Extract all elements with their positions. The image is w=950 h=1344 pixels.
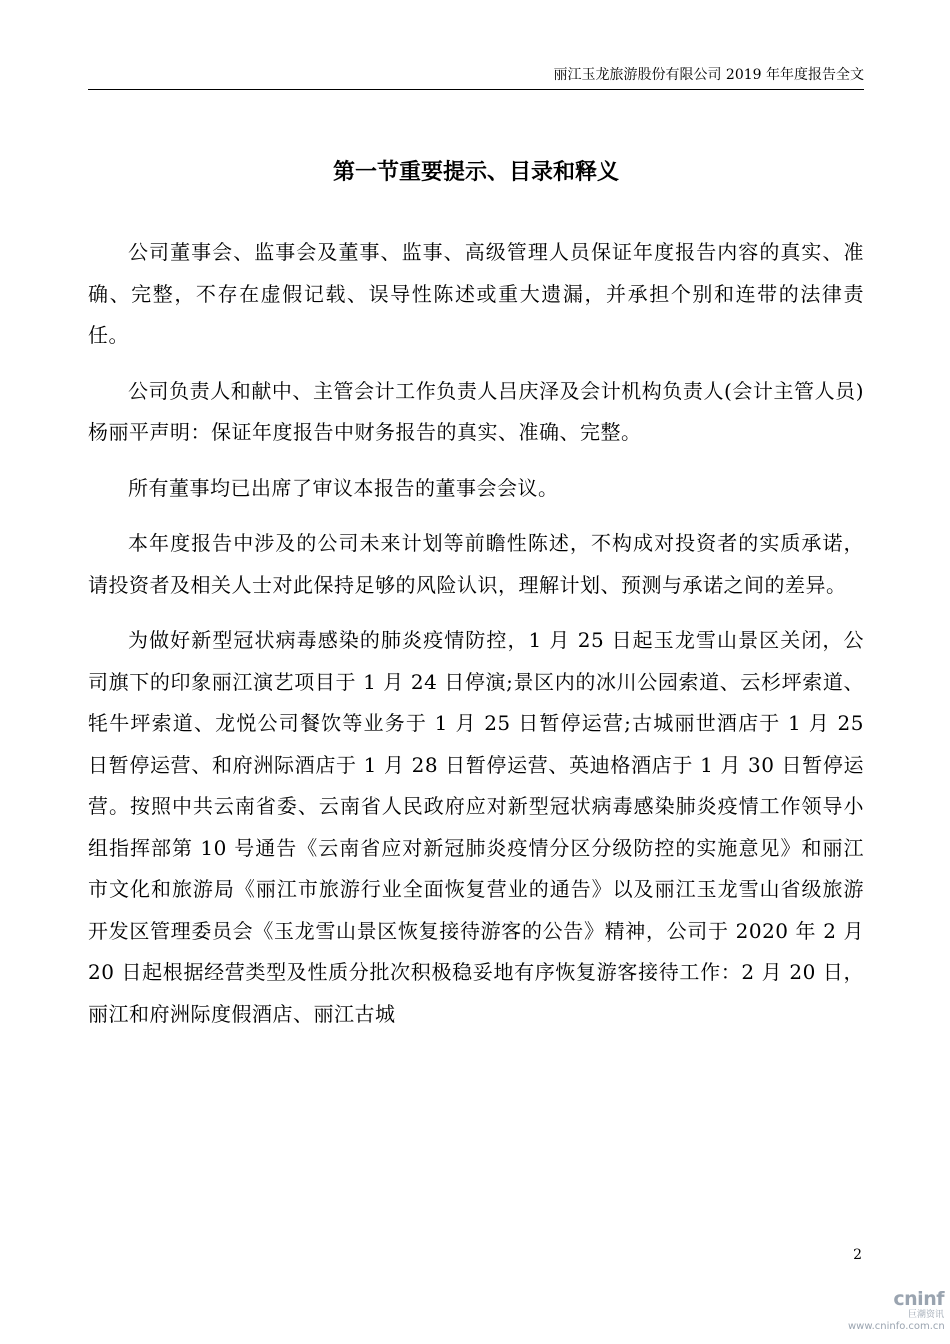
page-number: 2 — [853, 1247, 862, 1263]
header-divider — [88, 89, 864, 90]
watermark-url: www.cninfo.com.cn — [848, 1321, 945, 1332]
paragraph-responsibility-statement: 公司董事会、监事会及董事、监事、高级管理人员保证年度报告内容的真实、准确、完整，不存在虚假记载、误导性陈述或重大遗漏，并承担个别和连带的法律责任。 — [88, 240, 864, 347]
body-text — [88, 232, 864, 1049]
section-title: 第一节重要提示、目录和释义 — [332, 159, 619, 185]
paragraph-financial-report-declaration: 公司负责人和献中、主管会计工作负责人吕庆泽及会计机构负责人(会计主管人员)杨丽平声明：保证年度报告中财务报告的真实、准确、完整。 — [88, 378, 864, 444]
watermark-subtitle: 巨潮资讯 — [907, 1310, 944, 1320]
paragraph-epidemic-impact: 为做好新型冠状病毒感染的肺炎疫情防控，1 月 25 日起玉龙雪山景区关闭，公司旗下的印象丽江演艺项目于 1 月 24 日停演;景区内的冰川公园索道、云杉坪索道、牦牛坪索道、龙悦公司餐饮等业务于 1 月 25 日暂停运营;古城丽世酒店于 1 月 25 日暂停运营、和府洲际酒店于 1 月 28 日暂停运营、英迪格酒店于 1 月 30 日暂停运营。按照中共云南省委、云南省人民政府应对新型冠状病毒感染肺炎疫情工作领导小组指挥部第 10 号通告《云南省应对新冠肺炎疫情分区分级防控的实施意见》和丽江市文化和旅游局《丽江市旅游行业全面恢复营业的通告》以及丽江玉龙雪山省级旅游开发区管理委员会《玉龙雪山景区恢复接待游客的公告》精神，公司于 2020 年 2 月 20 日起根据经营类型及性质分批次积极稳妥地有序恢复游客接待工作：2 月 20 日，丽江和府洲际度假酒店、丽江古城 — [88, 628, 864, 1026]
cninfo-watermark — [848, 1288, 944, 1336]
running-header: 丽江玉龙旅游股份有限公司 2019 年年度报告全文 — [553, 67, 864, 83]
paragraph-forward-looking-disclaimer: 本年度报告中涉及的公司未来计划等前瞻性陈述，不构成对投资者的实质承诺，请投资者及相关人士对此保持足够的风险认识，理解计划、预测与承诺之间的差异。 — [88, 531, 864, 597]
watermark-logo: cninf — [893, 1288, 944, 1310]
paragraph-board-attendance: 所有董事均已出席了审议本报告的董事会会议。 — [128, 475, 559, 500]
